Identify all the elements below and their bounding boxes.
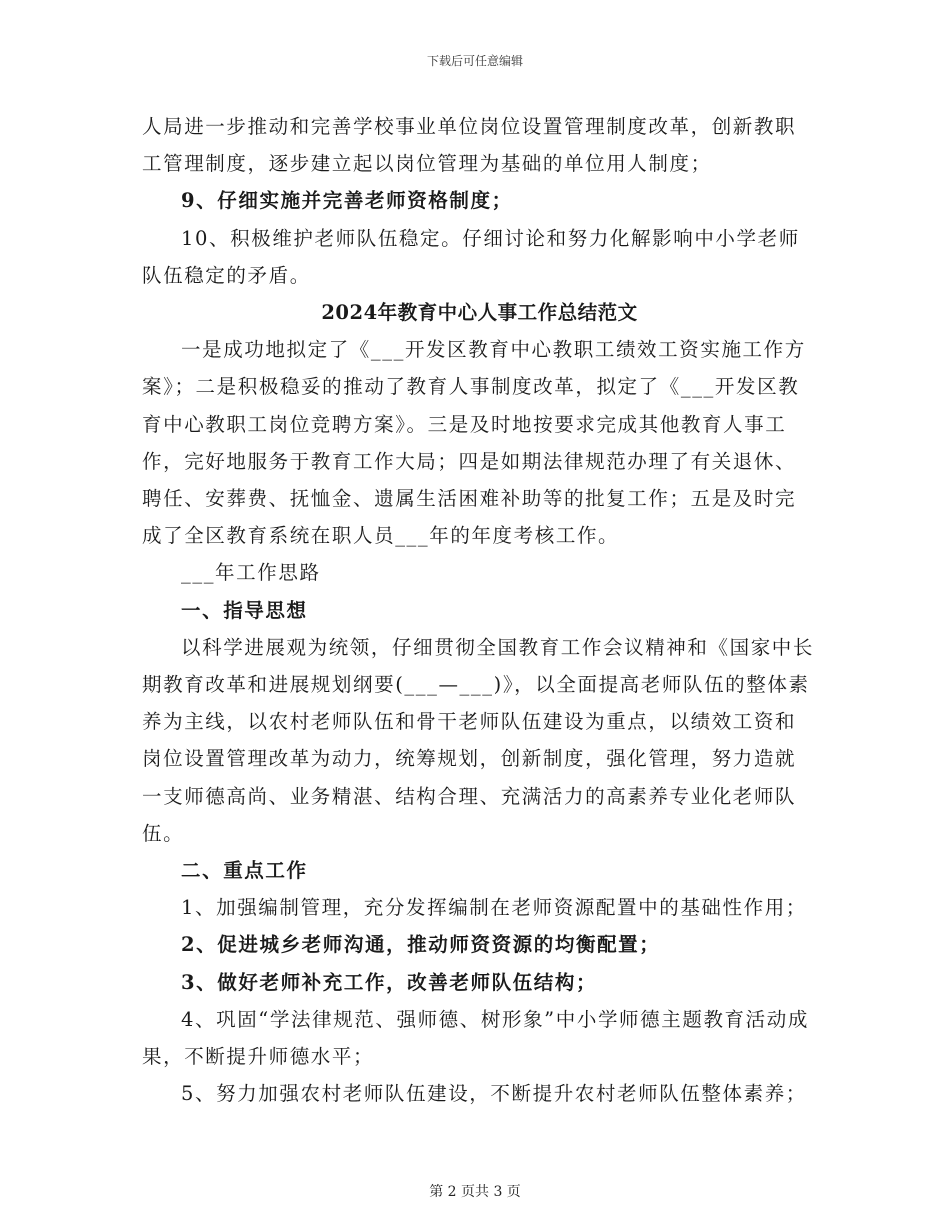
page-header: 下载后可任意编辑 [426,54,523,68]
paragraph-item-10: 10、积极维护老师队伍稳定。仔细讨论和努力化解影响中小学老师队伍稳定的矛盾。 [142,226,800,287]
key-work-item-5: 5、努力加强农村老师队伍建设，不断提升农村老师队伍整体素养； [181,1082,807,1106]
paragraph-item-9: 9、仔细实施并完善老师资格制度； [181,189,513,213]
subheading-key-work: 二、重点工作 [181,859,308,883]
key-work-item-3: 3、做好老师补充工作，改善老师队伍结构； [181,970,598,994]
key-work-item-2: 2、促进城乡老师沟通，推动师资资源的均衡配置； [181,933,661,957]
document-body [142,108,817,1112]
key-work-item-4: 4、巩固“学法律规范、强师德、树形象”中小学师德主题教育活动成果，不断提升师德水平； [142,1007,809,1069]
work-plan-title: ___年工作思路 [181,561,321,585]
summary-paragraph: 一是成功地拟定了《___开发区教育中心教职工绩效工资实施工作方案》；二是积极稳妥的推动了教育人事制度改革，拟定了《___开发区教育中心教职工岗位竞聘方案》。三是及时地按要求完成其他教育人事工作，完好地服务于教育工作大局；四是如期法律规范办理了有关退休、聘任、安葬费、抚恤金、遗属生活困难补助等的批复工作；五是及时完成了全区教育系统在职人员___年的年度考核工作。 [142,338,806,548]
section-heading: 2024年教育中心人事工作总结范文 [321,301,638,325]
subheading-guiding-thought: 一、指导思想 [181,598,308,622]
paragraph-1: 人局进一步推动和完善学校事业单位岗位设置管理制度改革，创新教职工管理制度，逐步建立起以岗位管理为基础的单位用人制度； [142,115,797,176]
key-work-item-1: 1、加强编制管理，充分发挥编制在老师资源配置中的基础性作用； [181,896,807,920]
guiding-thought-paragraph: 以科学进展观为统领，仔细贯彻全国教育工作会议精神和《国家中长期教育改革和进展规划纲要(___—___)》，以全面提高老师队伍的整体素养为主线，以农村老师队伍和骨干老师队伍建设为重点，以绩效工资和岗位设置管理改革为动力，统筹规划，创新制度，强化管理，努力造就一支师德高尚、业务精湛、结构合理、充满活力的高素养专业化老师队伍。 [142,635,815,845]
page-footer: 第 2 页共 3 页 [429,1184,521,1200]
